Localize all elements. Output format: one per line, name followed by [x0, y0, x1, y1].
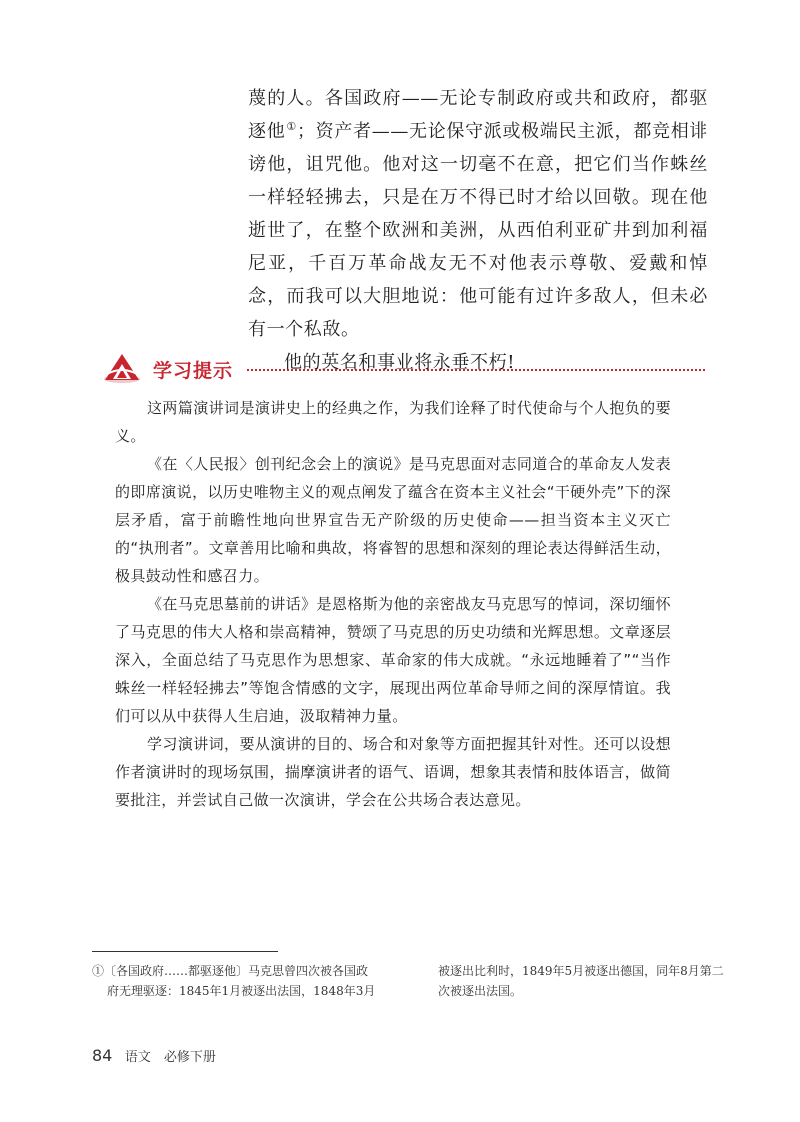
dotted-divider	[247, 369, 705, 371]
tip-paragraph: 这两篇演讲词是演讲史上的经典之作，为我们诠释了时代使命与个人抱负的要义。	[115, 399, 671, 445]
study-tips-text	[115, 394, 671, 814]
body-paragraph-1-start: 蔑的人。各国政府——无论专制政府或共和政府，都驱逐他	[248, 88, 708, 142]
tip-paragraph: 《在〈人民报〉创刊纪念会上的演说》是马克思面对志同道合的革命友人发表的即席演说，以历史唯物主义的观点阐发了蕴含在资本主义社会“干硬外壳”下的深层矛盾，富于前瞻性地向世界宣告无产阶级的历史使命——担当资本主义灭亡的“执刑者”。文章善用比喻和典故，将睿智的思想和深刻的理论表达得鲜活生动，极具鼓动性和感召力。	[115, 455, 671, 585]
tip-paragraph: 《在马克思墓前的讲话》是恩格斯为他的亲密战友马克思写的悼词，深切缅怀了马克思的伟大人格和崇高精神，赞颂了马克思的历史功绩和光辉思想。文章逐层深入，全面总结了马克思作为思想家、革命家的伟大成就。“永远地睡着了”“当作蛛丝一样轻轻拂去”等饱含情感的文字，展现出两位革命导师之间的深厚情谊。我们可以从中获得人生启迪，汲取精神力量。	[115, 595, 671, 725]
study-tips-header	[95, 352, 705, 386]
main-text	[248, 82, 708, 379]
body-paragraph-1	[248, 82, 708, 346]
footnote-right-column: 被逐出比利时，1849年5月被逐出德国，同年8月第二次被逐出法国。	[438, 964, 724, 998]
body-paragraph-1-end: ；资产者——无论保守派或极端民主派，都竞相诽谤他，诅咒他。他对这一切毫不在意，把它们当作蛛丝一样轻轻拂去，只是在万不得已时才给以回敬。现在他逝世了，在整个欧洲和美洲，从西伯利亚矿井到加利福尼亚，千百万革命战友无不对他表示尊敬、爱戴和悼念，而我可以大胆地说：他可能有过许多敌人，但未必有一个私敌。	[248, 121, 708, 340]
body-paragraph-2: 他的英名和事业将永垂不朽!	[284, 352, 516, 373]
footnote-reference[interactable]: ①	[286, 120, 297, 133]
study-tips-emblem-icon	[103, 352, 141, 384]
page-number: 84	[92, 1046, 113, 1065]
footnote-line-2: 府无理驱逐：1845年1月被逐出法国，1848年3月	[107, 984, 376, 998]
footnote-line-1: ①〔各国政府……都驱逐他〕马克思曾四次被各国政	[92, 964, 369, 978]
book-title: 语文 必修下册	[124, 1050, 216, 1065]
footnote-left-column	[92, 961, 392, 1001]
page-footer	[92, 1046, 216, 1065]
footnote-divider	[92, 951, 278, 952]
section-title: 学习提示	[153, 360, 234, 382]
tip-paragraph: 学习演讲词，要从演讲的目的、场合和对象等方面把握其针对性。还可以设想作者演讲时的现场氛围，揣摩演讲者的语气、语调，想象其表情和肢体语言，做简要批注，并尝试自己做一次演讲，学会在公共场合表达意见。	[115, 735, 671, 809]
